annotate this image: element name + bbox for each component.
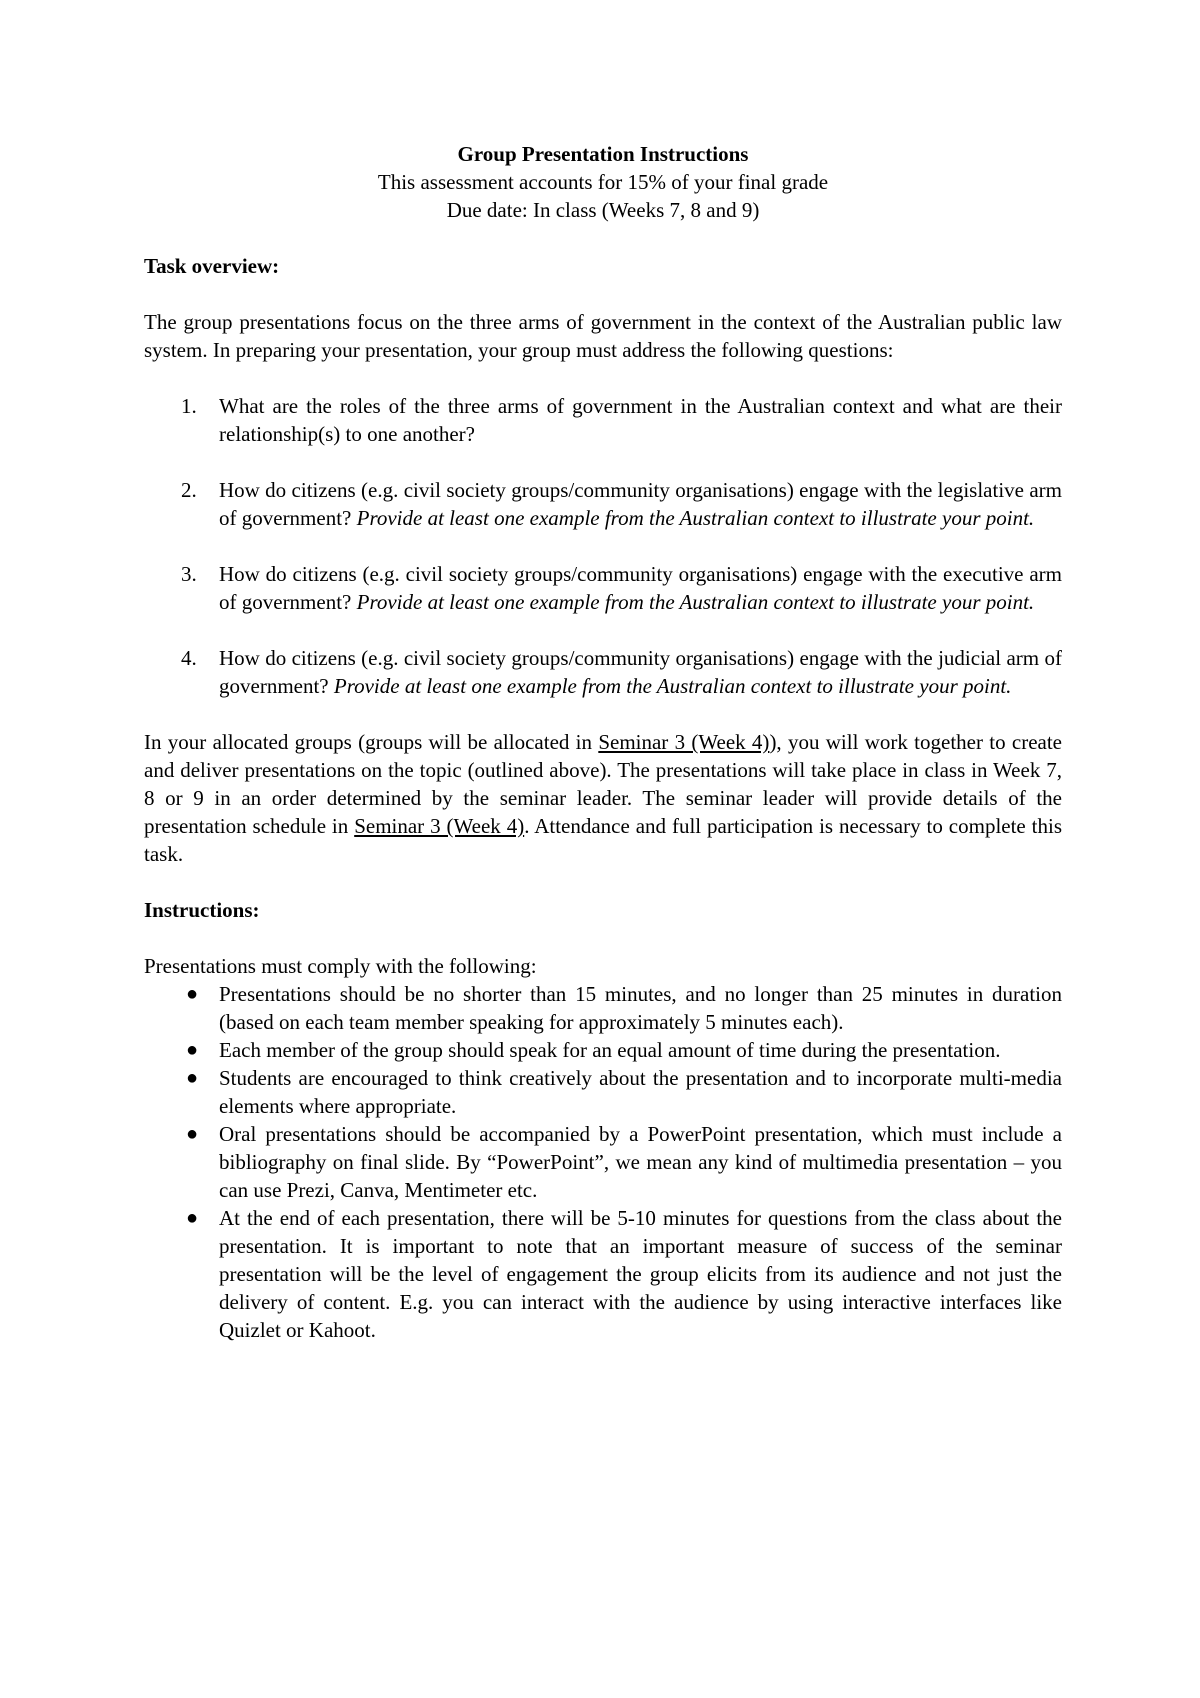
bullet-icon: ● (186, 1039, 199, 1061)
instruction-text: Presentations should be no shorter than 15 minutes, and no longer than 25 minutes in duration (based on each team member speaking for approximately 5 minutes each). (219, 982, 1062, 1034)
question-emphasis: Provide at least one example from the Australian context to illustrate your point. (356, 506, 1035, 530)
question-item (144, 392, 1062, 448)
instruction-item (144, 1204, 1062, 1344)
task-overview-heading: Task overview: (144, 254, 280, 278)
due-date: Due date: In class (Weeks 7, 8 and 9) (446, 198, 760, 222)
question-item (144, 476, 1062, 532)
bullet-icon: ● (186, 1067, 199, 1089)
question-number: 1. (181, 394, 197, 418)
document-subtitle: This assessment accounts for 15% of your final grade (377, 170, 829, 194)
instruction-item (144, 1120, 1062, 1204)
question-number: 2. (181, 478, 197, 502)
question-text: How do citizens (e.g. civil society groups/community organisations) engage with the legislative arm of government? (219, 478, 1062, 530)
instruction-item (144, 980, 1062, 1036)
question-item (144, 560, 1062, 616)
task-overview-intro: The group presentations focus on the three arms of government in the context of the Australian public law system. In preparing your presentation, your group must address the following questions: (144, 310, 1062, 362)
bullet-icon: ● (186, 983, 199, 1005)
groups-paragraph: In your allocated groups (groups will be allocated in Seminar 3 (Week 4)), you will work together to create and deliver presentations on the topic (outlined above). The presentations will take place in class in Week 7, 8 or 9 in an order determined by the seminar leader. The seminar leader will provide details of the presentation schedule in Seminar 3 (Week 4). Attendance and full participation is necessary to complete this task. (144, 730, 1063, 866)
question-emphasis: Provide at least one example from the Australian context to illustrate your point. (333, 674, 1012, 698)
instruction-item (144, 1064, 1062, 1120)
document-title: Group Presentation Instructions (457, 142, 749, 166)
seminar-reference: Seminar 3 (Week 4) (598, 730, 770, 754)
instruction-item (144, 1036, 1062, 1064)
question-number: 4. (181, 646, 197, 670)
bullet-icon: ● (186, 1123, 199, 1145)
question-emphasis: Provide at least one example from the Australian context to illustrate your point. (356, 590, 1035, 614)
instructions-intro: Presentations must comply with the following: (144, 954, 537, 978)
document-page (144, 140, 1062, 1344)
question-number: 3. (181, 562, 197, 586)
instructions-heading: Instructions: (144, 898, 260, 922)
bullet-icon: ● (186, 1207, 199, 1229)
questions-list (144, 392, 1062, 700)
instruction-text: At the end of each presentation, there will be 5-10 minutes for questions from the class about the presentation. It is important to note that an important measure of success of the seminar presentation will be the level of engagement the group elicits from its audience and not just the delivery of content. E.g. you can interact with the audience by using interactive interfaces like Quizlet or Kahoot. (219, 1206, 1062, 1342)
question-text: What are the roles of the three arms of government in the Australian context and what are their relationship(s) to one another? (219, 394, 1062, 446)
question-text: How do citizens (e.g. civil society groups/community organisations) engage with the executive arm of government? (219, 562, 1062, 614)
instruction-text: Each member of the group should speak for an equal amount of time during the presentation. (219, 1038, 1001, 1062)
seminar-reference: Seminar 3 (Week 4) (354, 814, 525, 838)
instruction-text: Students are encouraged to think creatively about the presentation and to incorporate multi-media elements where appropriate. (219, 1066, 1062, 1118)
question-text: How do citizens (e.g. civil society groups/community organisations) engage with the judicial arm of government? (219, 646, 1062, 698)
instructions-list (144, 980, 1062, 1344)
question-item (144, 644, 1062, 700)
instruction-text: Oral presentations should be accompanied by a PowerPoint presentation, which must include a bibliography on final slide. By “PowerPoint”, we mean any kind of multimedia presentation – you can use Prezi, Canva, Mentimeter etc. (219, 1122, 1062, 1202)
